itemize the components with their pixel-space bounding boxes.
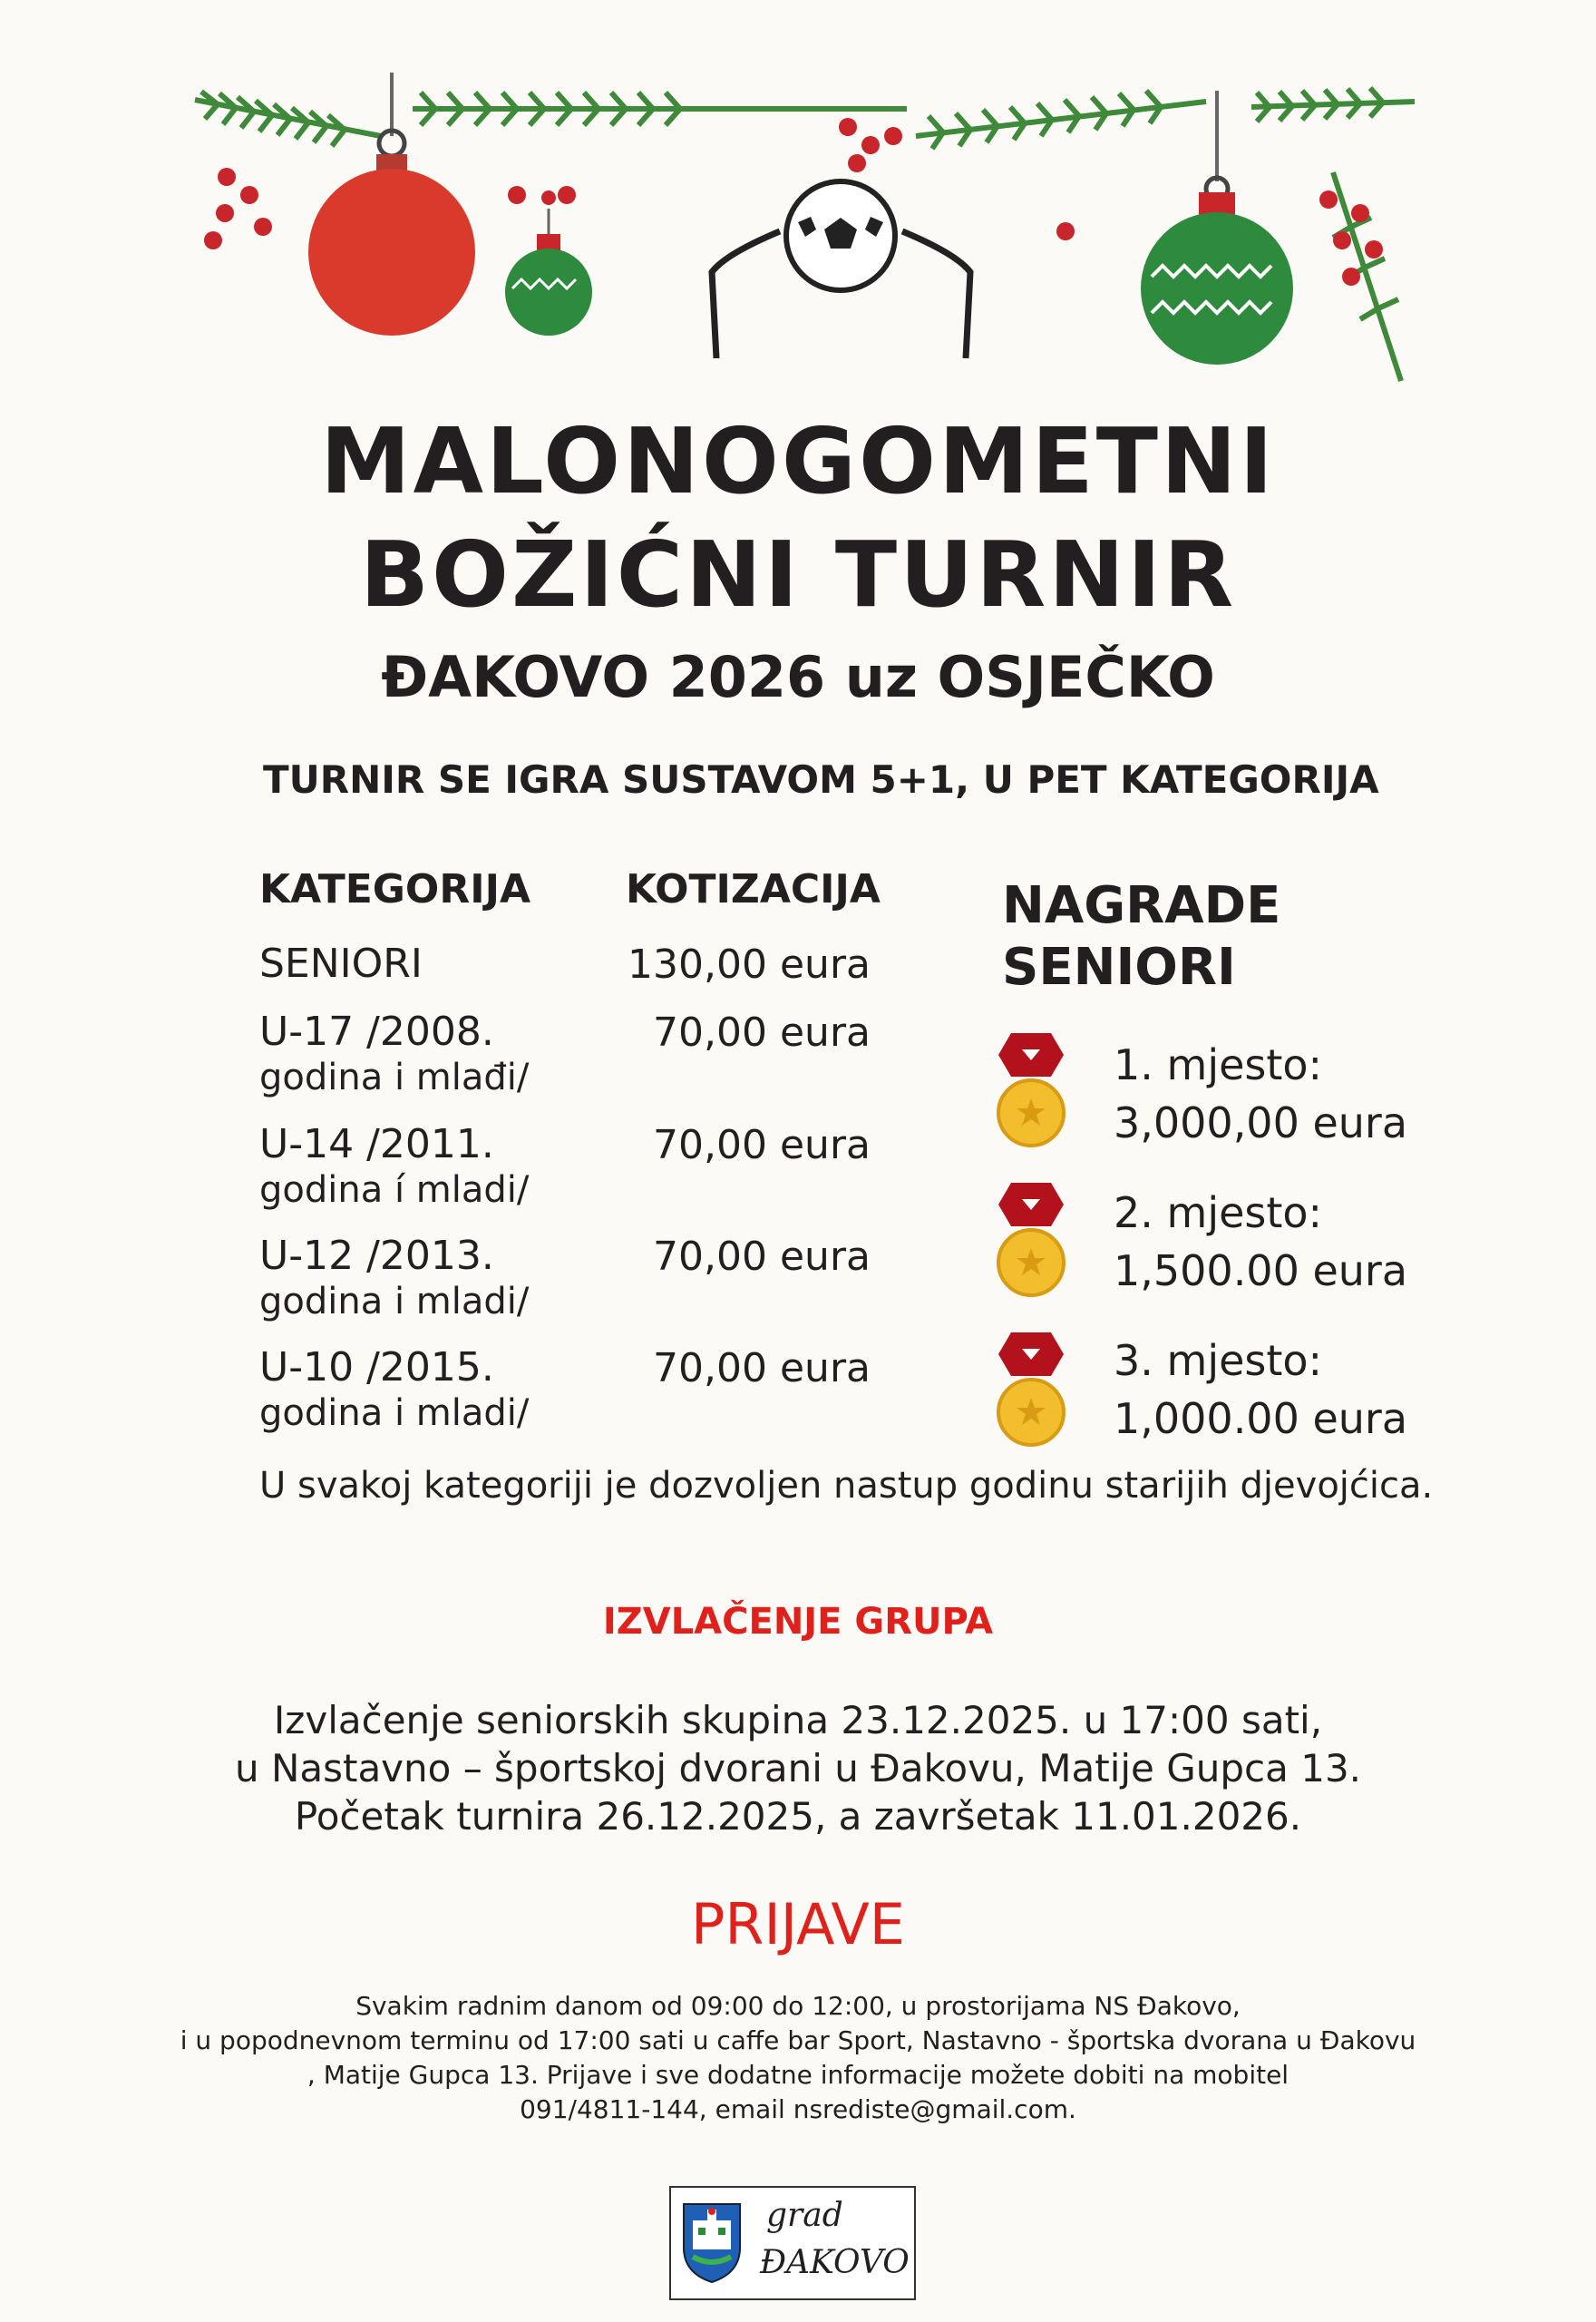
- category-note: godina i mladi/: [259, 1392, 530, 1434]
- title-line-1: MALONOGOMETNI: [320, 408, 1276, 514]
- title-line-2: BOŽIĆNI TURNIR: [359, 522, 1237, 628]
- prize-amount: 1,500.00 eura: [1114, 1246, 1408, 1295]
- registration-line-4: 091/4811-144, email nsrediste@gmail.com.: [520, 2094, 1076, 2124]
- registration-title: PRIJAVE: [691, 1891, 905, 1957]
- category-header: KATEGORIJA: [259, 866, 530, 912]
- logo-line-2: ĐAKOVO: [760, 2244, 910, 2281]
- medal-icon: [995, 1029, 1067, 1147]
- draw-line-3: Početak turnira 26.12.2025, a završetak 11.01.2026.: [294, 1794, 1302, 1839]
- medal-icon: [995, 1329, 1067, 1447]
- prize-place: 3. mjesto:: [1114, 1336, 1323, 1385]
- medal-icon: [995, 1179, 1067, 1297]
- category-note: godina i mladi/: [259, 1281, 530, 1322]
- category-label: U-14 /2011.: [259, 1121, 494, 1167]
- logo-line-1: grad: [766, 2197, 843, 2234]
- draw-line-1: Izvlačenje seniorskih skupina 23.12.2025. u 17:00 sati,: [273, 1698, 1323, 1742]
- pine-garland-left-icon: [195, 92, 907, 146]
- coat-of-arms-icon: [680, 2200, 744, 2284]
- registration-line-1: Svakim radnim danom od 09:00 do 12:00, u prostorijama NS Đakovo,: [355, 1991, 1241, 2021]
- registration-line-3: , Matije Gupca 13. Prijave i sve dodatne informacije možete dobiti na mobitel: [307, 2060, 1289, 2090]
- category-fee: 130,00 eura: [628, 941, 871, 988]
- draw-title: IZVLAČENJE GRUPA: [602, 1601, 994, 1643]
- prize-amount: 3,000,00 eura: [1114, 1098, 1408, 1147]
- category-note: godina i mlađi/: [259, 1057, 530, 1098]
- red-ornament-icon: [308, 73, 475, 336]
- category-label: U-10 /2015.: [259, 1344, 494, 1390]
- football-icon: [712, 181, 970, 358]
- category-label: U-17 /2008.: [259, 1009, 494, 1055]
- prizes-title: [1002, 875, 1280, 999]
- green-ornament-small-icon: [505, 190, 592, 336]
- prize-amount: 1,000.00 eura: [1114, 1394, 1408, 1443]
- category-fee: 70,00 eura: [653, 1345, 871, 1391]
- christmas-decoration: [0, 0, 1596, 417]
- category-row-u17: [259, 1010, 529, 1100]
- girls-note: U svakoj kategoriji je dozvoljen nastup godinu starijih djevojćica.: [259, 1465, 1434, 1507]
- category-fee: 70,00 eura: [653, 1234, 871, 1280]
- grad-djakovo-logo: [669, 2186, 916, 2300]
- draw-line-2: u Nastavno – športskoj dvorani u Đakovu, Matije Gupca 13.: [234, 1746, 1362, 1790]
- subtitle: ĐAKOVO 2026 uz OSJEČKO: [381, 644, 1215, 710]
- prize-place: 2. mjesto:: [1114, 1188, 1323, 1237]
- green-ornament-icon: [1141, 91, 1293, 365]
- registration-line-2: i u popodnevnom terminu od 17:00 sati u caffe bar Sport, Nastavno - športska dvorana u Đakovu: [180, 2025, 1416, 2055]
- tournament-system-text: TURNIR SE IGRA SUSTAVOM 5+1, U PET KATEGORIJA: [263, 757, 1379, 802]
- prizes-title-line-2: SENIORI: [1002, 938, 1236, 997]
- category-row-seniori: [259, 941, 423, 987]
- category-label: SENIORI: [259, 941, 423, 987]
- category-note: godina í mladi/: [259, 1169, 530, 1211]
- fee-header: KOTIZACIJA: [626, 866, 881, 912]
- prize-place: 1. mjesto:: [1114, 1040, 1323, 1089]
- category-row-u12: [259, 1234, 529, 1324]
- category-row-u14: [259, 1122, 529, 1213]
- category-label: U-12 /2013.: [259, 1233, 494, 1279]
- category-fee: 70,00 eura: [653, 1122, 871, 1168]
- category-row-u10: [259, 1345, 529, 1436]
- prize-second: [1114, 1184, 1407, 1300]
- prize-third: [1114, 1332, 1407, 1448]
- category-fee: 70,00 eura: [653, 1010, 871, 1056]
- prize-first: [1114, 1036, 1407, 1152]
- prizes-title-line-1: NAGRADE: [1002, 876, 1281, 935]
